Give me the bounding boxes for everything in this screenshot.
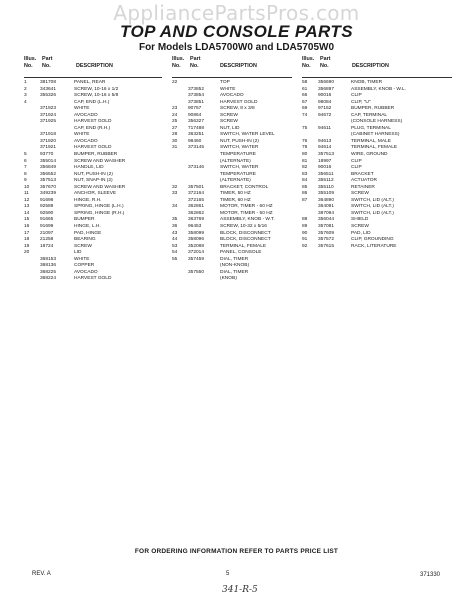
part-no-cell: 358096 xyxy=(188,237,205,243)
description-cell: TEMPERATURE xyxy=(220,152,256,158)
part-no-cell: 94613 xyxy=(318,138,332,144)
description-cell: CLIP, GROUNDING xyxy=(351,237,394,243)
description-cell: (CONSOLE HARNESS) xyxy=(351,119,403,125)
description-cell: ASSEMBLY, KNOB - W.T. xyxy=(220,217,275,223)
part-no-cell: 373145 xyxy=(188,145,205,151)
description-cell: (CABINET HARNESS) xyxy=(351,132,400,138)
illus-no-cell: 82 xyxy=(302,165,308,171)
part-no-cell xyxy=(188,276,220,283)
description-cell: ANCHOR, SLEEVE xyxy=(74,191,117,197)
illus-no-cell: 16 xyxy=(24,224,30,230)
part-no-cell: 368225 xyxy=(40,269,57,275)
illus-no-cell: 31 xyxy=(172,145,178,151)
description-cell: TEMPERATURE xyxy=(220,171,256,177)
column-header xyxy=(302,55,452,78)
description-cell: AVOCADO xyxy=(220,93,244,99)
description-cell: SCREW, 8 x 3/8 xyxy=(220,106,255,112)
part-no-cell: 92590 xyxy=(40,210,54,216)
part-no-cell: 357513 xyxy=(318,152,335,158)
description-cell: HARVEST GOLD xyxy=(74,119,112,125)
header-description: DESCRIPTION xyxy=(352,63,389,69)
description-cell: SWITCH, LID (ALT.) xyxy=(351,197,394,203)
part-no-cell: 372014 xyxy=(188,250,205,256)
part-no-cell: 362861 xyxy=(188,204,205,210)
illus-no-cell: 7 xyxy=(24,165,27,171)
illus-no-cell: 12 xyxy=(24,197,30,203)
parts-column-3 xyxy=(302,55,452,250)
part-no-cell: 92589 xyxy=(40,204,54,210)
part-no-cell: 91699 xyxy=(40,224,54,230)
description-cell: PANEL, REAR xyxy=(74,80,106,85)
part-no-cell: 373146 xyxy=(188,165,205,171)
part-no-cell: 21097 xyxy=(40,230,54,236)
description-cell: BRACKET xyxy=(351,171,374,177)
illus-no-cell: 81 xyxy=(302,158,308,164)
description-cell: BUMPER xyxy=(74,217,95,223)
part-no-cell: 355326 xyxy=(40,93,57,99)
part-no-cell: 357670 xyxy=(40,184,57,190)
description-cell: (ALTERNATE) xyxy=(220,178,251,184)
description-cell: SCREW xyxy=(220,119,238,125)
description-cell: RACK, LITERATURE xyxy=(351,243,397,249)
illus-no-cell: 25 xyxy=(172,119,178,125)
illus-no-cell: 13 xyxy=(24,204,30,210)
description-cell: SWITCH, WATER xyxy=(220,145,259,151)
page-number: 5 xyxy=(226,571,230,577)
header-part-no: No. xyxy=(320,63,329,69)
part-no-cell: 357513 xyxy=(40,178,57,184)
part-no-cell: 371918 xyxy=(40,132,57,138)
illus-no-cell: 9 xyxy=(24,178,27,184)
part-no-cell: 90016 xyxy=(318,93,332,99)
description-cell: SWITCH, LID (ALT.) xyxy=(351,210,394,216)
part-no-cell: 357615 xyxy=(318,243,335,249)
description-cell: TERMINAL, FEMALE xyxy=(351,145,398,151)
part-no-cell: 90767 xyxy=(188,106,202,112)
part-no-cell: 371925 xyxy=(40,119,57,125)
description-cell: TERMINAL, FEMALE xyxy=(220,243,267,249)
part-no-cell: 356849 xyxy=(40,165,57,171)
part-no-cell: 355110 xyxy=(318,184,334,190)
illus-no-cell: 18 xyxy=(24,237,30,243)
description-cell: CLIP xyxy=(351,158,362,164)
description-cell: NUT, LID xyxy=(220,125,240,131)
illus-no-cell: 53 xyxy=(172,243,178,249)
description-cell: HANDLE, LID xyxy=(74,165,104,171)
description-cell: NUT, PUSH-IN (2) xyxy=(220,138,259,144)
part-no-cell: 98460 xyxy=(188,138,202,144)
description-cell: SPRING, HINGE (R.H.) xyxy=(74,210,125,216)
part-no-cell: 372164 xyxy=(188,191,205,197)
illus-no-cell: 6 xyxy=(24,158,27,164)
illus-no-cell: 11 xyxy=(24,191,29,197)
illus-no-cell: 20 xyxy=(24,250,30,256)
description-cell: SCREW xyxy=(220,112,238,118)
illus-no-cell: 27 xyxy=(172,125,178,131)
description-cell: PAD, HINGE xyxy=(74,230,102,236)
description-cell: BEARING xyxy=(74,237,96,243)
header-no: No. xyxy=(302,63,311,69)
description-cell: HARVEST GOLD xyxy=(74,276,112,282)
illus-no-cell: 4 xyxy=(24,99,27,105)
illus-no-cell: 5 xyxy=(24,152,27,158)
description-cell: WHITE xyxy=(74,132,90,138)
description-cell: NUT, SNAP-IN (2) xyxy=(74,178,113,184)
part-no-cell: 91665 xyxy=(40,217,54,223)
handwritten-note: 341-R-5 xyxy=(222,585,258,595)
part-no-cell: 356897 xyxy=(318,86,335,92)
parts-rows xyxy=(24,80,162,283)
description-cell: BLOCK, DISCONNECT xyxy=(220,237,271,243)
description-cell: SPRING, HINGE (L.H.) xyxy=(74,204,124,210)
part-no-cell: 357459 xyxy=(188,256,205,262)
illus-no-cell: 35 xyxy=(172,217,178,223)
description-cell: WHITE xyxy=(220,86,236,92)
description-cell: TIMER, 60 HZ xyxy=(220,197,251,203)
illus-no-cell: 36 xyxy=(172,224,178,230)
description-cell: CLIP xyxy=(351,165,362,171)
illus-no-cell: 8 xyxy=(24,171,27,177)
part-no-cell: 97152 xyxy=(318,106,332,112)
header-no: No. xyxy=(172,63,181,69)
part-no-cell: 371924 xyxy=(40,112,57,118)
part-no-cell: 364091 xyxy=(318,204,335,210)
description-cell: AVOCADO xyxy=(74,269,98,275)
part-no-cell: 368224 xyxy=(40,276,57,282)
part-no-cell: 355109 xyxy=(318,191,335,197)
description-cell: (NON-KNOB) xyxy=(220,263,250,269)
header-description: DESCRIPTION xyxy=(76,63,113,69)
part-no-cell: 368153 xyxy=(40,256,57,262)
table-row xyxy=(24,276,162,283)
description-cell: DIAL, TIMER xyxy=(220,256,249,262)
watermark: AppliancePartsPros.com xyxy=(113,1,360,25)
description-cell: SWITCH, WATER xyxy=(220,165,259,171)
description-cell: TERMINAL, MALE xyxy=(351,138,391,144)
illus-no-cell: 28 xyxy=(172,132,178,138)
header-part-no: No. xyxy=(42,63,51,69)
part-no-cell: 21258 xyxy=(40,237,54,243)
header-description: DESCRIPTION xyxy=(220,63,257,69)
part-no-cell: 91698 xyxy=(40,197,54,203)
parts-rows xyxy=(172,80,292,283)
part-no-cell: 90864 xyxy=(188,112,202,118)
parts-rows xyxy=(302,80,452,250)
illus-no-cell: 74 xyxy=(302,112,308,118)
illus-no-cell: 19 xyxy=(24,243,30,249)
illus-no-cell: 89 xyxy=(302,224,308,230)
illus-no-cell: 33 xyxy=(172,191,178,197)
description-cell: ASSEMBLY, KNOB - W.L. xyxy=(351,86,407,92)
part-no-cell: 357550 xyxy=(188,269,205,275)
description-cell: SCREW AND WASHER xyxy=(74,158,126,164)
part-no-cell: 363769 xyxy=(188,217,205,223)
part-no-cell: 387094 xyxy=(318,210,335,216)
part-no-cell: 355112 xyxy=(318,178,334,184)
description-cell: TOP xyxy=(220,80,230,85)
description-cell: PLUG, TERMINAL xyxy=(351,125,391,131)
description-cell: BRACKET, CONTROL xyxy=(220,184,269,190)
header-part: Part xyxy=(320,56,331,62)
illus-no-cell: 78 xyxy=(302,145,308,151)
part-no-cell: 717488 xyxy=(188,125,205,131)
page-title: TOP AND CONSOLE PARTS xyxy=(120,22,353,41)
description-cell: PAD, LID xyxy=(351,230,371,236)
illus-no-cell xyxy=(172,276,188,283)
description-cell: RETAINER xyxy=(351,184,375,190)
description-cell: BLOCK, DISCONNECT xyxy=(220,230,271,236)
part-no-cell: 362862 xyxy=(188,210,205,216)
part-no-cell: 349239 xyxy=(40,191,57,197)
illus-no-cell: 2 xyxy=(24,86,27,92)
description-cell: CAP, END (R.H.) xyxy=(74,125,111,131)
column-header xyxy=(24,55,162,78)
header-illus: Illus. xyxy=(302,56,315,62)
description-cell: SWITCH, LID (ALT.) xyxy=(351,204,394,210)
document-code: 371330 xyxy=(420,572,441,578)
description-cell: (ALTERNATE) xyxy=(220,158,251,164)
part-no-cell: 356044 xyxy=(318,217,335,223)
illus-no-cell: 83 xyxy=(302,171,308,177)
header-part-no: No. xyxy=(190,63,199,69)
illus-no-cell: 44 xyxy=(172,237,178,243)
illus-no-cell: 24 xyxy=(172,112,178,118)
part-no-cell: 357609 xyxy=(318,230,335,236)
header-illus: Illus. xyxy=(172,56,185,62)
part-no-cell: 98084 xyxy=(318,99,332,105)
illus-no-cell: 69 xyxy=(302,106,308,112)
part-no-cell: 357572 xyxy=(318,237,335,243)
illus-no-cell: 85 xyxy=(302,184,308,190)
illus-no-cell: 87 xyxy=(302,197,308,203)
description-cell: CLIP xyxy=(351,93,362,99)
part-no-cell: 96453 xyxy=(188,224,202,230)
parts-column-2 xyxy=(172,55,292,283)
part-no-cell: 371921 xyxy=(40,145,57,151)
part-no-cell: 373851 xyxy=(188,99,205,105)
description-cell: HARVEST GOLD xyxy=(74,145,112,151)
description-cell: (KNOB) xyxy=(220,276,237,282)
illus-no-cell: 30 xyxy=(172,138,178,144)
part-no-cell: 363251 xyxy=(188,132,205,138)
description-cell: SHIELD xyxy=(351,217,369,223)
illus-no-cell: 34 xyxy=(172,204,178,210)
description-cell: HINGE, R.H. xyxy=(74,197,102,203)
part-no-cell: 356690 xyxy=(318,80,335,85)
part-no-cell: 358099 xyxy=(188,230,205,236)
description-cell: PANEL, CONSOLE xyxy=(220,250,262,256)
illus-no-cell: 75 xyxy=(302,125,308,131)
description-cell: SCREW, 10-16 x 5/8 xyxy=(74,93,119,99)
description-cell: BUMPER, RUBBER xyxy=(351,106,395,112)
illus-no-cell: 90 xyxy=(302,230,308,236)
part-no-cell: 18724 xyxy=(40,243,54,249)
description-cell: WHITE xyxy=(74,256,90,262)
description-cell: NUT, PUSH-IN (2) xyxy=(74,171,113,177)
illus-no-cell: 86 xyxy=(302,191,308,197)
description-cell: MOTOR, TIMER - 50 HZ xyxy=(220,210,273,216)
illus-no-cell: 58 xyxy=(302,80,308,85)
description-cell: SCREW xyxy=(351,191,369,197)
illus-no-cell: 76 xyxy=(302,138,308,144)
illus-no-cell: 88 xyxy=(302,217,308,223)
part-no-cell: 368136 xyxy=(40,263,57,269)
part-no-cell: 364890 xyxy=(318,197,335,203)
description-cell: BUMPER, RUBBER xyxy=(74,152,118,158)
description-cell: AVOCADO xyxy=(74,138,98,144)
part-no-cell: 373854 xyxy=(188,93,205,99)
part-no-cell: 356511 xyxy=(318,171,334,177)
part-no-cell: 356552 xyxy=(40,171,57,177)
illus-no-cell: 92 xyxy=(302,243,308,249)
description-cell: KNOB, TIMER xyxy=(351,80,383,85)
illus-no-cell: 80 xyxy=(302,152,308,158)
header-no: No. xyxy=(24,63,33,69)
illus-no-cell: 15 xyxy=(24,217,30,223)
illus-no-cell: 54 xyxy=(172,250,178,256)
illus-no-cell: 43 xyxy=(172,230,178,236)
ordering-note: FOR ORDERING INFORMATION REFER TO PARTS PRICE LIST xyxy=(134,548,339,555)
description-cell: CLIP, "U" xyxy=(351,99,371,105)
illus-no-cell: 10 xyxy=(24,184,30,190)
part-no-cell: 372165 xyxy=(188,197,205,203)
part-no-cell: 90016 xyxy=(318,165,332,171)
description-cell: LID xyxy=(74,250,82,256)
description-cell: WHITE xyxy=(74,106,90,112)
illus-no-cell xyxy=(24,276,40,283)
illus-no-cell: 22 xyxy=(172,80,178,85)
illus-no-cell: 84 xyxy=(302,178,308,184)
page-subtitle: For Models LDA5700W0 and LDA5705W0 xyxy=(138,42,335,53)
illus-no-cell: 1 xyxy=(24,80,27,85)
description-cell: HINGE, L.H. xyxy=(74,224,101,230)
part-no-cell: 357081 xyxy=(318,224,335,230)
description-cell: SCREW xyxy=(351,224,369,230)
part-no-cell: 94614 xyxy=(318,145,332,151)
description-cell: WIRE, GROUND xyxy=(351,152,388,158)
part-no-cell: 357501 xyxy=(188,184,205,190)
header-part: Part xyxy=(190,56,201,62)
part-no-cell: 355014 xyxy=(40,158,57,164)
illus-no-cell: 14 xyxy=(24,210,30,216)
table-row xyxy=(302,244,452,251)
description-cell: ACTUATOR xyxy=(351,178,377,184)
illus-no-cell: 32 xyxy=(172,184,178,190)
illus-no-cell: 61 xyxy=(302,86,308,92)
description-cell: MOTOR, TIMER - 60 HZ xyxy=(220,204,273,210)
part-no-cell: 381708 xyxy=(40,80,57,85)
description-cell: HARVEST GOLD xyxy=(220,99,258,105)
description-cell: SCREW, 10-32 x 5/16 xyxy=(220,224,267,230)
illus-no-cell: 55 xyxy=(172,256,178,262)
description-cell: CAP, END (L.H.) xyxy=(74,99,110,105)
illus-no-cell: 17 xyxy=(24,230,30,236)
description-cell: CAP, TERMINAL xyxy=(351,112,388,118)
parts-column-1 xyxy=(24,55,162,283)
illus-no-cell: 23 xyxy=(172,106,178,112)
part-no-cell: 373852 xyxy=(188,86,205,92)
revision-label: REV. A xyxy=(32,571,51,577)
illus-no-cell: 3 xyxy=(24,93,27,99)
description-cell: AVOCADO xyxy=(74,112,98,118)
part-no-cell: 352088 xyxy=(188,243,205,249)
description-cell: SCREW xyxy=(74,243,92,249)
description-cell: SCREW AND WASHER xyxy=(74,184,126,190)
column-header xyxy=(172,55,292,78)
illus-no-cell: 67 xyxy=(302,99,308,105)
header-part: Part xyxy=(42,56,53,62)
part-no-cell: 343641 xyxy=(40,86,57,92)
header-illus: Illus. xyxy=(24,56,37,62)
part-no-cell: 94611 xyxy=(318,125,331,131)
description-cell: SWITCH, WATER LEVEL xyxy=(220,132,275,138)
description-cell: SCREW, 10-16 x 1/2 xyxy=(74,86,119,92)
part-no-cell: 94672 xyxy=(318,112,332,118)
illus-no-cell: 66 xyxy=(302,93,308,99)
description-cell: COPPER xyxy=(74,263,95,269)
part-no-cell: 93770 xyxy=(40,152,54,158)
part-no-cell: 18997 xyxy=(318,158,332,164)
description-cell: TIMER, 50 HZ xyxy=(220,191,251,197)
table-row xyxy=(172,276,292,283)
description-cell: DIAL, TIMER xyxy=(220,269,249,275)
part-no-cell: 371920 xyxy=(40,138,57,144)
part-no-cell: 371923 xyxy=(40,106,57,112)
illus-no-cell: 91 xyxy=(302,237,308,243)
part-no-cell: 356327 xyxy=(188,119,205,125)
